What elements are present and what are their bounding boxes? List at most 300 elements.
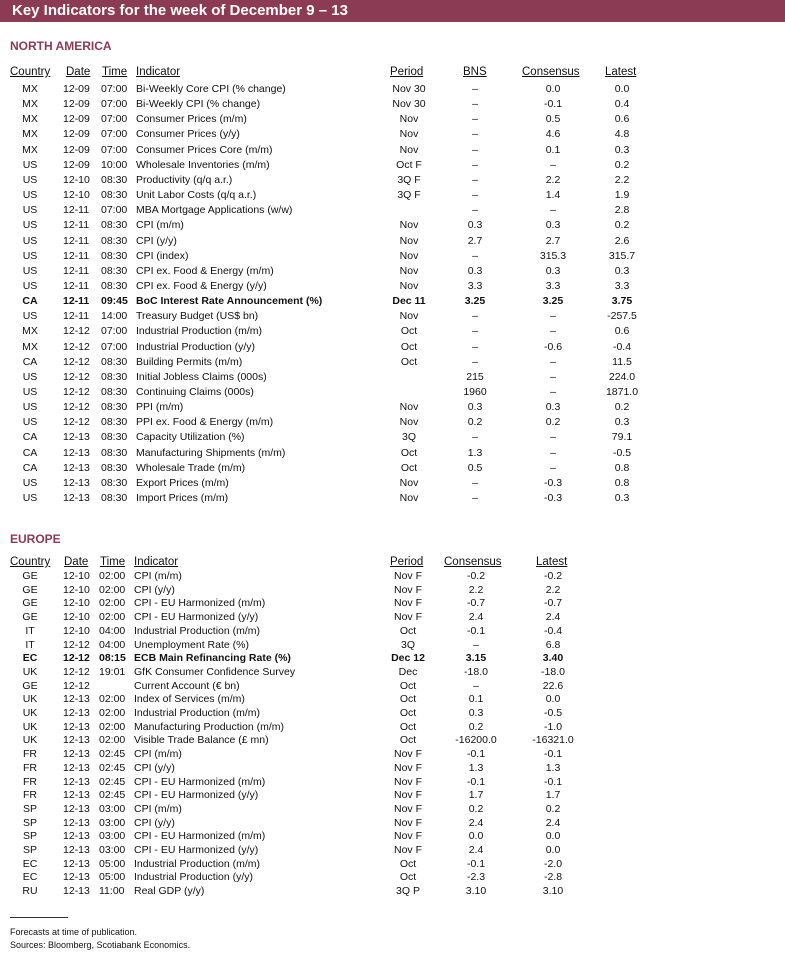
- eu-cell-latest: 6.8: [545, 638, 561, 651]
- na-cell-date: 12-09: [63, 113, 90, 126]
- na-cell-country: US: [22, 234, 38, 247]
- eu-cell-period: Oct: [399, 720, 417, 733]
- eu-cell-latest: -0.7: [543, 597, 563, 610]
- eu-cell-date: 12-10: [63, 611, 90, 624]
- header-banner: [0, 0, 785, 22]
- eu-cell-country: EC: [22, 652, 38, 665]
- na-cell-bns: –: [472, 173, 478, 186]
- na-cell-consensus: –: [550, 310, 556, 323]
- eu-cell-period: 3Q: [400, 638, 415, 651]
- eu-cell-country: GE: [22, 679, 38, 692]
- eu-cell-consensus: –: [473, 679, 479, 692]
- eu-cell-latest: -18.0: [541, 665, 565, 678]
- na-cell-date: 12-11: [63, 249, 90, 262]
- eu-cell-latest: -0.1: [543, 775, 563, 788]
- eu-cell-country: FR: [23, 789, 37, 802]
- na-cell-time: 14:00: [101, 310, 128, 323]
- na-cell-indicator: Wholesale Inventories (m/m): [136, 158, 270, 171]
- na-table-row: [0, 341, 785, 355]
- eu-cell-period: Nov F: [393, 775, 422, 788]
- na-cell-date: 12-13: [63, 492, 90, 505]
- na-cell-bns: –: [472, 431, 478, 444]
- na-table-row: [0, 492, 785, 506]
- eu-cell-indicator: Visible Trade Balance (£ mn): [134, 734, 269, 747]
- na-cell-indicator: Unit Labor Costs (q/q a.r.): [136, 189, 257, 202]
- na-cell-time: 08:30: [101, 219, 128, 232]
- eu-cell-consensus: 0.3: [468, 707, 484, 719]
- na-cell-indicator: Treasury Budget (US$ bn): [136, 310, 259, 323]
- na-cell-consensus: –: [550, 431, 556, 444]
- eu-cell-time: 02:00: [99, 611, 126, 624]
- eu-cell-indicator: Industrial Production (y/y): [134, 871, 254, 884]
- na-header-period: Period: [390, 66, 424, 78]
- na-cell-country: US: [22, 476, 38, 489]
- na-cell-period: Nov 30: [392, 98, 426, 111]
- na-cell-country: US: [22, 401, 38, 414]
- eu-table-row: [0, 776, 785, 790]
- na-cell-period: Nov: [399, 492, 419, 505]
- na-cell-indicator: Consumer Prices (y/y): [136, 128, 240, 141]
- na-cell-bns: –: [472, 189, 478, 202]
- eu-cell-period: Oct: [399, 857, 417, 870]
- na-cell-indicator: BoC Interest Rate Announcement (%): [136, 295, 323, 308]
- na-cell-period: Oct: [400, 461, 418, 474]
- na-cell-indicator: Import Prices (m/m): [136, 492, 229, 505]
- na-cell-date: 12-09: [63, 98, 90, 111]
- na-cell-indicator: Wholesale Trade (m/m): [136, 461, 246, 474]
- na-cell-country: MX: [22, 143, 38, 156]
- eu-cell-time: 05:00: [99, 857, 126, 870]
- na-table-row: [0, 128, 785, 142]
- na-cell-period: Nov: [399, 310, 419, 323]
- na-cell-indicator: Initial Jobless Claims (000s): [136, 370, 267, 383]
- na-cell-indicator: PPI ex. Food & Energy (m/m): [136, 416, 274, 429]
- na-cell-time: 08:30: [101, 249, 128, 262]
- eu-cell-country: GE: [22, 570, 38, 582]
- na-table-row: [0, 265, 785, 279]
- na-cell-date: 12-09: [63, 83, 90, 95]
- eu-cell-consensus: 2.4: [468, 844, 484, 856]
- na-cell-latest: 0.4: [614, 98, 630, 111]
- eu-cell-latest: 1.7: [545, 789, 561, 802]
- na-table-row: [0, 295, 785, 309]
- eu-header-latest: Latest: [536, 556, 568, 568]
- eu-table-row: [0, 885, 785, 899]
- na-cell-indicator: Industrial Production (y/y): [136, 340, 256, 353]
- eu-cell-date: 12-13: [63, 775, 90, 788]
- na-cell-date: 12-12: [63, 416, 90, 429]
- eu-cell-latest: 2.4: [545, 816, 561, 829]
- eu-cell-latest: -0.5: [543, 707, 563, 719]
- eu-cell-consensus: -16200.0: [455, 734, 497, 747]
- eu-cell-country: UK: [22, 707, 38, 719]
- na-cell-consensus: –: [550, 158, 556, 171]
- na-table-row: [0, 462, 785, 476]
- na-cell-latest: -0.5: [612, 446, 632, 459]
- na-cell-latest: 0.2: [614, 158, 630, 171]
- na-cell-date: 12-11: [63, 204, 90, 217]
- na-cell-time: 07:00: [101, 340, 128, 353]
- eu-table-row: [0, 666, 785, 680]
- na-cell-consensus: -0.6: [543, 340, 563, 353]
- eu-cell-date: 12-13: [63, 748, 90, 761]
- eu-cell-country: UK: [22, 734, 38, 747]
- na-cell-period: Nov: [399, 219, 419, 232]
- eu-cell-period: Oct: [399, 707, 417, 719]
- eu-table-row: [0, 721, 785, 735]
- na-header-date: Date: [66, 66, 91, 78]
- na-cell-consensus: 0.0: [545, 83, 561, 95]
- eu-cell-time: 02:00: [99, 570, 126, 582]
- eu-table-row: [0, 789, 785, 803]
- na-cell-country: US: [22, 249, 38, 262]
- na-cell-latest: 315.7: [608, 249, 636, 262]
- eu-cell-country: GE: [22, 611, 38, 624]
- na-cell-consensus: –: [550, 370, 556, 383]
- eu-table-row: [0, 858, 785, 872]
- eu-cell-consensus: 1.7: [468, 789, 484, 802]
- eu-cell-date: 12-13: [63, 720, 90, 733]
- na-cell-country: MX: [22, 340, 38, 353]
- eu-table-row: [0, 584, 785, 598]
- na-cell-latest: 0.2: [614, 219, 630, 232]
- na-cell-country: US: [22, 264, 38, 277]
- eu-cell-indicator: CPI (y/y): [134, 761, 175, 774]
- na-cell-period: Nov: [399, 128, 419, 141]
- eu-cell-period: Nov F: [393, 611, 422, 624]
- na-table-row: [0, 447, 785, 461]
- na-cell-bns: –: [472, 113, 478, 126]
- na-cell-bns: 2.7: [467, 234, 483, 247]
- eu-cell-date: 12-13: [63, 734, 90, 747]
- na-cell-indicator: CPI (y/y): [136, 234, 177, 247]
- na-cell-consensus: –: [550, 325, 556, 338]
- na-table-row: [0, 280, 785, 294]
- na-cell-time: 07:00: [101, 143, 128, 156]
- na-cell-latest: 11.5: [612, 355, 632, 368]
- na-cell-time: 07:00: [101, 98, 128, 111]
- eu-cell-consensus: -2.3: [466, 871, 486, 884]
- eu-cell-country: SP: [22, 844, 37, 856]
- eu-cell-country: SP: [22, 830, 37, 843]
- eu-cell-indicator: Unemployment Rate (%): [134, 638, 249, 651]
- eu-cell-date: 12-13: [63, 761, 90, 774]
- na-cell-time: 08:30: [101, 279, 128, 292]
- na-cell-bns: –: [472, 204, 478, 217]
- eu-table-row: [0, 611, 785, 625]
- na-cell-latest: 2.2: [614, 173, 630, 186]
- na-cell-country: MX: [22, 98, 38, 111]
- na-cell-consensus: 3.3: [545, 279, 561, 292]
- na-cell-consensus: 4.6: [545, 128, 561, 141]
- na-cell-latest: 0.8: [614, 476, 630, 489]
- na-cell-bns: 1960: [463, 386, 487, 398]
- eu-cell-country: FR: [23, 761, 37, 774]
- eu-cell-consensus: 1.3: [468, 761, 484, 774]
- na-cell-indicator: Consumer Prices Core (m/m): [136, 143, 273, 156]
- na-cell-latest: 2.6: [614, 234, 630, 247]
- na-cell-country: US: [22, 158, 38, 171]
- eu-header-period: Period: [390, 556, 424, 568]
- na-cell-bns: –: [472, 476, 478, 489]
- eu-table-row: [0, 871, 785, 885]
- na-cell-bns: –: [472, 128, 478, 141]
- na-cell-indicator: Productivity (q/q a.r.): [136, 173, 233, 186]
- eu-cell-country: FR: [23, 775, 37, 788]
- eu-cell-consensus: 2.4: [468, 816, 484, 829]
- eu-cell-consensus: -0.1: [466, 775, 486, 788]
- eu-table-row: [0, 762, 785, 776]
- na-cell-date: 12-11: [63, 310, 90, 323]
- na-cell-date: 12-11: [63, 264, 90, 277]
- na-header-consensus: Consensus: [522, 66, 580, 78]
- eu-cell-consensus: 3.10: [465, 885, 487, 898]
- eu-cell-country: GE: [22, 583, 38, 596]
- eu-cell-latest: -0.4: [543, 624, 563, 637]
- na-table-row: [0, 159, 785, 173]
- na-cell-time: 08:30: [101, 355, 128, 368]
- na-cell-indicator: Building Permits (m/m): [136, 355, 243, 368]
- na-cell-date: 12-11: [63, 234, 90, 247]
- na-cell-consensus: 0.3: [545, 219, 561, 232]
- eu-cell-time: 02:00: [99, 597, 126, 610]
- eu-cell-indicator: Current Account (€ bn): [134, 679, 240, 692]
- eu-cell-time: 02:00: [99, 693, 126, 706]
- na-cell-bns: –: [472, 143, 478, 156]
- na-cell-country: CA: [22, 461, 38, 474]
- eu-cell-country: IT: [25, 638, 35, 651]
- na-cell-time: 08:30: [101, 416, 128, 429]
- eu-table-row: [0, 693, 785, 707]
- na-cell-latest: 4.8: [614, 128, 630, 141]
- na-cell-date: 12-12: [63, 401, 90, 414]
- na-cell-indicator: PPI (m/m): [136, 401, 184, 414]
- eu-cell-indicator: Manufacturing Production (m/m): [134, 720, 284, 733]
- na-cell-consensus: –: [550, 355, 556, 368]
- na-cell-date: 12-09: [63, 128, 90, 141]
- na-table-row: [0, 98, 785, 112]
- eu-cell-period: 3Q P: [396, 885, 420, 898]
- eu-cell-date: 12-13: [63, 830, 90, 843]
- na-cell-time: 08:30: [101, 476, 128, 489]
- na-cell-date: 12-10: [63, 173, 90, 186]
- na-cell-indicator: MBA Mortgage Applications (w/w): [136, 204, 293, 217]
- eu-table-row: [0, 625, 785, 639]
- na-cell-date: 12-13: [63, 431, 90, 444]
- na-cell-time: 08:30: [101, 492, 128, 505]
- na-cell-indicator: Bi-Weekly CPI (% change): [136, 98, 261, 111]
- eu-cell-period: Nov F: [393, 789, 422, 802]
- na-table-row: [0, 371, 785, 385]
- eu-cell-date: 12-10: [63, 570, 90, 582]
- eu-cell-date: 12-13: [63, 871, 90, 884]
- eu-cell-period: Oct: [399, 871, 417, 884]
- eu-cell-period: Nov F: [393, 844, 422, 856]
- eu-cell-consensus: 0.1: [468, 693, 484, 706]
- na-cell-bns: 0.3: [467, 219, 483, 232]
- eu-cell-period: Nov F: [393, 583, 422, 596]
- na-cell-period: Nov: [399, 234, 419, 247]
- na-table-row: [0, 113, 785, 127]
- na-cell-latest: 79.1: [611, 431, 633, 444]
- na-cell-country: US: [22, 204, 38, 217]
- eu-cell-time: 08:15: [99, 652, 126, 665]
- eu-header-consensus: Consensus: [444, 556, 502, 568]
- eu-cell-indicator: CPI (y/y): [134, 816, 175, 829]
- na-table-row: [0, 401, 785, 415]
- eu-cell-latest: 1.3: [545, 761, 561, 774]
- na-cell-bns: –: [472, 158, 478, 171]
- na-table-row: [0, 310, 785, 324]
- eu-cell-consensus: 0.2: [468, 802, 484, 815]
- na-table-row: [0, 325, 785, 339]
- na-cell-country: CA: [22, 355, 38, 368]
- na-cell-consensus: 0.3: [545, 264, 561, 277]
- eu-cell-latest: -0.2: [543, 570, 563, 582]
- na-cell-country: CA: [22, 431, 38, 444]
- eu-cell-time: 04:00: [99, 624, 126, 637]
- eu-cell-period: Oct: [399, 679, 417, 692]
- eu-cell-period: Nov F: [393, 748, 422, 761]
- na-cell-time: 08:30: [101, 431, 128, 444]
- na-cell-period: 3Q F: [397, 173, 421, 186]
- eu-cell-consensus: -0.1: [466, 857, 486, 870]
- na-cell-latest: 0.3: [614, 416, 630, 429]
- na-cell-time: 07:00: [101, 83, 128, 95]
- eu-table-row: [0, 639, 785, 653]
- eu-cell-indicator: CPI - EU Harmonized (m/m): [134, 775, 266, 788]
- na-cell-bns: 3.3: [467, 279, 483, 292]
- na-cell-bns: –: [472, 340, 478, 353]
- eu-cell-date: 12-12: [63, 652, 90, 665]
- na-cell-period: Nov 30: [392, 83, 426, 95]
- na-cell-latest: 0.6: [614, 113, 630, 126]
- eu-cell-period: Oct: [399, 624, 417, 637]
- na-cell-bns: –: [472, 492, 478, 505]
- eu-cell-date: 12-10: [63, 583, 90, 596]
- eu-cell-time: 05:00: [99, 871, 126, 884]
- na-cell-time: 07:00: [101, 128, 128, 141]
- na-cell-country: CA: [22, 446, 38, 459]
- eu-cell-latest: -2.0: [543, 857, 563, 870]
- na-cell-bns: –: [472, 98, 478, 111]
- eu-cell-date: 12-12: [63, 679, 90, 692]
- north-america-section-title: NORTH AMERICA: [10, 39, 112, 53]
- eu-table-row: [0, 680, 785, 694]
- na-cell-indicator: CPI ex. Food & Energy (m/m): [136, 264, 274, 277]
- eu-cell-consensus: 0.0: [468, 830, 484, 843]
- eu-table-row: [0, 817, 785, 831]
- na-cell-country: US: [22, 279, 38, 292]
- na-cell-country: MX: [22, 83, 38, 95]
- na-cell-time: 08:30: [101, 370, 128, 383]
- na-cell-consensus: –: [550, 446, 556, 459]
- eu-table-row: [0, 803, 785, 817]
- na-header-country: Country: [10, 66, 51, 78]
- eu-cell-latest: 0.0: [545, 830, 561, 843]
- eu-cell-consensus: 0.2: [468, 720, 484, 733]
- eu-cell-time: 03:00: [99, 844, 126, 856]
- eu-table-row: [0, 844, 785, 858]
- eu-cell-indicator: CPI - EU Harmonized (y/y): [134, 789, 259, 802]
- na-cell-period: Nov: [399, 143, 419, 156]
- na-cell-date: 12-12: [63, 355, 90, 368]
- na-table-row: [0, 386, 785, 400]
- na-table-row: [0, 235, 785, 249]
- eu-cell-date: 12-10: [63, 624, 90, 637]
- na-cell-indicator: Capacity Utilization (%): [136, 431, 245, 444]
- na-cell-latest: 0.3: [614, 492, 630, 505]
- na-cell-latest: 1.9: [614, 189, 630, 202]
- na-table-row: [0, 204, 785, 218]
- eu-cell-period: Oct: [399, 734, 417, 747]
- na-table-row: [0, 83, 785, 97]
- na-cell-date: 12-11: [63, 219, 90, 232]
- na-cell-bns: 0.2: [467, 416, 483, 429]
- na-cell-latest: 2.8: [614, 204, 630, 217]
- na-cell-bns: 0.3: [467, 401, 483, 414]
- eu-cell-country: SP: [22, 802, 37, 815]
- na-cell-latest: 3.3: [614, 279, 630, 292]
- footnote-sources: Sources: Bloomberg, Scotiabank Economics.: [10, 940, 191, 950]
- eu-cell-country: FR: [23, 748, 37, 761]
- eu-cell-latest: 2.2: [545, 583, 561, 596]
- eu-cell-date: 12-13: [63, 885, 90, 898]
- eu-cell-latest: 0.2: [545, 802, 561, 815]
- na-cell-time: 07:00: [101, 325, 128, 338]
- eu-cell-latest: 3.40: [542, 652, 564, 665]
- eu-cell-country: UK: [22, 720, 38, 733]
- eu-cell-indicator: Industrial Production (m/m): [134, 857, 261, 870]
- na-cell-latest: 1871.0: [605, 386, 639, 398]
- na-cell-time: 08:30: [101, 264, 128, 277]
- eu-cell-time: 03:00: [99, 830, 126, 843]
- eu-cell-country: EC: [22, 857, 38, 870]
- na-cell-country: CA: [22, 295, 38, 308]
- na-cell-period: Nov: [399, 249, 419, 262]
- na-cell-time: 09:45: [101, 295, 128, 308]
- eu-cell-indicator: Industrial Production (m/m): [134, 707, 261, 719]
- eu-table-row: [0, 570, 785, 584]
- na-cell-period: Nov: [399, 401, 419, 414]
- eu-cell-country: EC: [22, 871, 38, 884]
- eu-cell-time: 03:00: [99, 816, 126, 829]
- eu-table-row: [0, 830, 785, 844]
- na-cell-bns: 0.5: [467, 461, 483, 474]
- eu-cell-consensus: -0.7: [466, 597, 486, 610]
- eu-cell-indicator: Industrial Production (m/m): [134, 624, 261, 637]
- na-cell-latest: -0.4: [612, 340, 632, 353]
- eu-cell-country: SP: [22, 816, 37, 829]
- eu-cell-indicator: ECB Main Refinancing Rate (%): [134, 652, 291, 665]
- na-cell-date: 12-11: [63, 295, 90, 308]
- na-cell-indicator: Industrial Production (m/m): [136, 325, 263, 338]
- eu-cell-indicator: Real GDP (y/y): [134, 885, 205, 898]
- eu-cell-latest: -0.1: [543, 748, 563, 761]
- na-header-time: Time: [102, 66, 128, 78]
- na-cell-bns: –: [472, 249, 478, 262]
- na-cell-date: 12-09: [63, 158, 90, 171]
- eu-cell-time: 02:45: [99, 775, 126, 788]
- eu-cell-time: 02:00: [99, 707, 126, 719]
- na-cell-period: Oct: [400, 446, 418, 459]
- na-cell-latest: 3.75: [611, 295, 633, 308]
- eu-cell-date: 12-12: [63, 638, 90, 651]
- eu-table-row: [0, 707, 785, 721]
- na-cell-date: 12-13: [63, 461, 90, 474]
- na-cell-bns: –: [472, 83, 478, 95]
- eu-cell-time: 02:00: [99, 734, 126, 747]
